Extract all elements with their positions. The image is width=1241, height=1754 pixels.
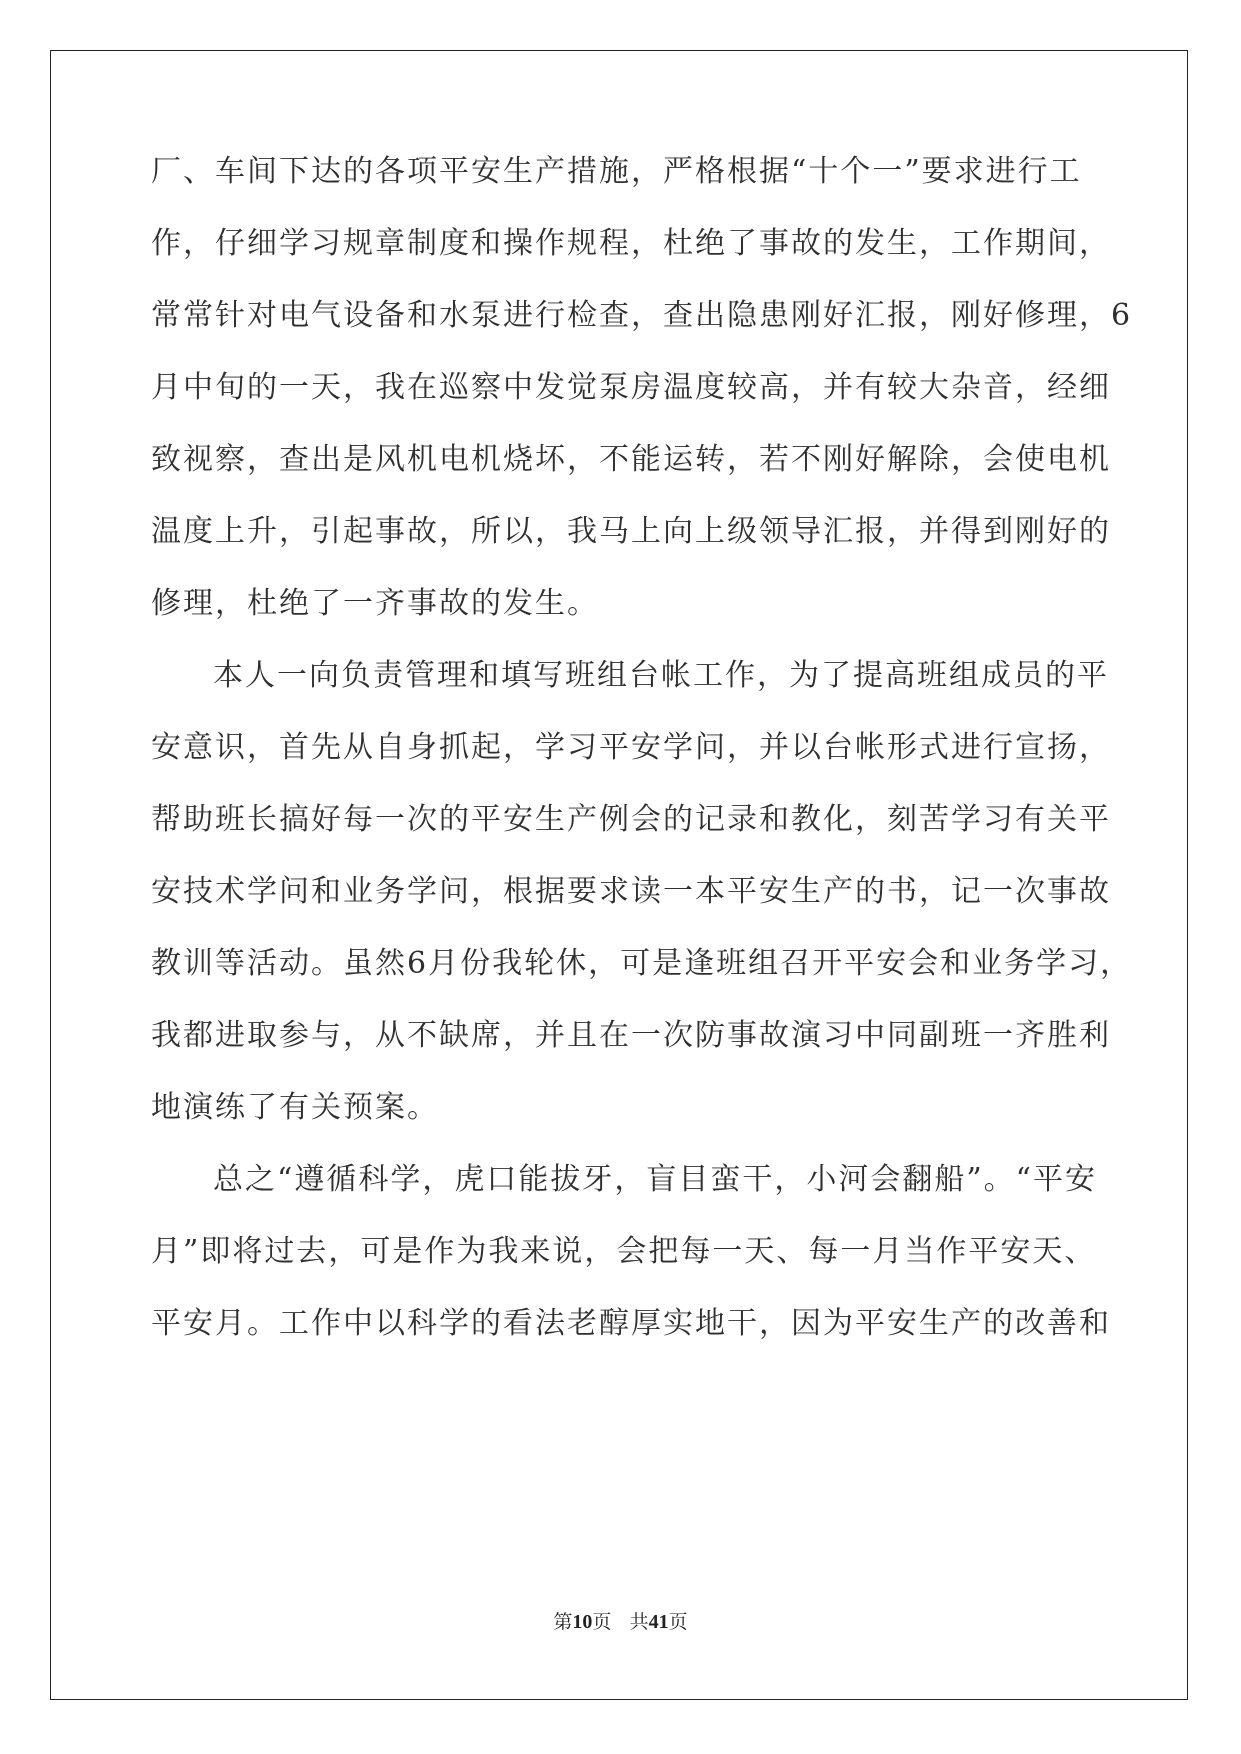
text-line: 月中旬的一天，我在巡察中发觉泵房温度较高，并有较大杂音，经细 xyxy=(151,370,1111,405)
text-line: 平安月。工作中以科学的看法老醇厚实地干，因为平安生产的改善和 xyxy=(151,1306,1111,1341)
paragraph-first-line: 本人一向负责管理和填写班组台帐工作，为了提高班组成员的平 xyxy=(213,658,1109,693)
current-page-number: 10 xyxy=(572,1611,593,1633)
text-line: 作，仔细学习规章制度和操作规程，杜绝了事故的发生，工作期间， xyxy=(151,226,1111,261)
text-line: 修理，杜绝了一齐事故的发生。 xyxy=(151,586,599,621)
footer-total-suffix: 页 xyxy=(668,1611,688,1633)
footer-total-prefix: 共 xyxy=(629,1611,649,1633)
text-line: 帮助班长搞好每一次的平安生产例会的记录和教化，刻苦学习有关平 xyxy=(151,802,1111,837)
footer-prefix: 第 xyxy=(553,1611,573,1633)
text-line: 致视察，查出是风机电机烧坏，不能运转，若不刚好解除，会使电机 xyxy=(151,442,1111,477)
text-line: 常常针对电气设备和水泵进行检查，查出隐患刚好汇报，刚好修理，6 xyxy=(151,298,1133,333)
text-line: 厂、车间下达的各项平安生产措施，严格根据“十个一”要求进行工 xyxy=(151,154,1082,189)
text-line: 教训等活动。虽然6月份我轮休，可是逢班组召开平安会和业务学习， xyxy=(151,946,1133,981)
page-number-footer xyxy=(0,1610,1241,1634)
text-line: 月”即将过去，可是作为我来说，会把每一天、每一月当作平安天、 xyxy=(151,1234,1097,1269)
text-line: 我都进取参与，从不缺席，并且在一次防事故演习中同副班一齐胜利 xyxy=(151,1018,1111,1053)
text-line: 温度上升，引起事故，所以，我马上向上级领导汇报，并得到刚好的 xyxy=(151,514,1111,549)
text-line: 安意识，首先从自身抓起，学习平安学问，并以台帐形式进行宣扬， xyxy=(151,730,1111,765)
text-line: 地演练了有关预案。 xyxy=(151,1090,439,1125)
footer-page-word: 页 xyxy=(592,1611,612,1633)
total-pages-number: 41 xyxy=(648,1611,669,1633)
text-line: 安技术学问和业务学问，根据要求读一本平安生产的书，记一次事故 xyxy=(151,874,1111,909)
paragraph-first-line: 总之“遵循科学，虎口能拔牙，盲目蛮干，小河会翻船”。“平安 xyxy=(213,1162,1098,1197)
